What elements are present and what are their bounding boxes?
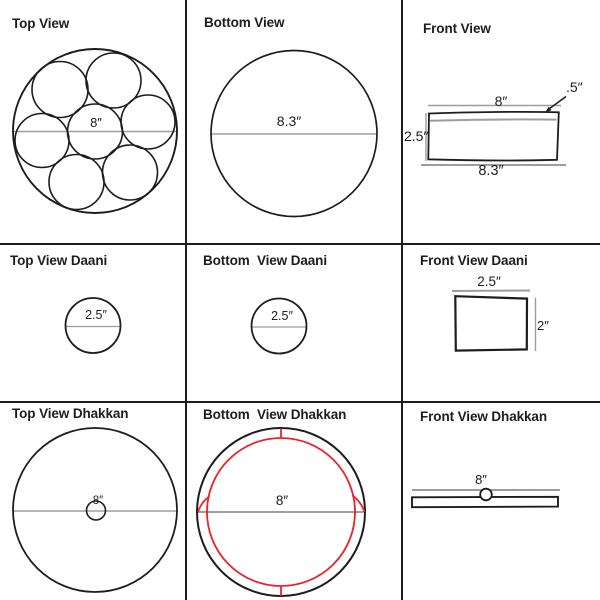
front-view-dhakkan-knob-circle xyxy=(480,489,492,501)
front-view-dhakkan-drawing xyxy=(412,489,560,508)
top-view-inner-circle-top-left xyxy=(32,62,88,118)
top-view-dhakkan-drawing xyxy=(13,428,177,592)
front-view-lip-leader-line xyxy=(549,97,566,110)
front-view-daani-body-outline xyxy=(455,296,527,350)
panel-title-bottom-view-dhakkan: Bottom View Dhakkan xyxy=(203,407,347,422)
front-view-lip-line xyxy=(430,119,557,120)
top-view-dhakkan-outer-circle xyxy=(13,428,177,592)
top-view-inner-circle-bottom-right xyxy=(103,145,158,200)
top-view-drawing xyxy=(13,49,177,213)
front-view-lip-label: .5″ xyxy=(566,79,583,95)
top-view-daani-drawing xyxy=(66,298,121,353)
panel-title-bottom-view-daani: Bottom View Daani xyxy=(203,253,327,268)
panel-title-top-view-daani: Top View Daani xyxy=(10,253,108,268)
panel-title-front-view-dhakkan: Front View Dhakkan xyxy=(420,409,547,424)
panel-title-front-view-daani: Front View Daani xyxy=(420,253,528,268)
top-view-daani-diameter-label: 2.5″ xyxy=(85,308,107,322)
top-view-dhakkan-diameter-label: 8″ xyxy=(92,495,104,507)
front-view-daani-top-dim-line xyxy=(452,291,530,292)
front-view-top-width-label: 8″ xyxy=(494,93,508,109)
bottom-view-diameter-label: 8.3″ xyxy=(276,113,302,129)
front-view-daani-height-label: 2″ xyxy=(537,318,549,333)
bottom-view-drawing xyxy=(211,51,377,217)
front-view-bottom-width-label: 8.3″ xyxy=(478,163,504,179)
top-view-inner-circle-top-right xyxy=(86,53,141,108)
bottom-view-daani-diameter-label: 2.5″ xyxy=(271,309,293,323)
front-view-dhakkan-width-label: 8″ xyxy=(475,472,487,487)
front-view-drawing xyxy=(421,97,566,166)
bottom-view-daani-drawing xyxy=(252,299,307,354)
front-view-daani-width-label: 2.5″ xyxy=(477,274,501,289)
bottom-view-dhakkan-diameter-label: 8″ xyxy=(275,493,289,508)
panel-title-front-view: Front View xyxy=(423,21,491,36)
bottom-view-dhakkan-drawing xyxy=(197,428,365,596)
bottom-view-daani-circle xyxy=(252,299,307,354)
front-view-daani-drawing xyxy=(452,291,536,352)
top-view-daani-circle xyxy=(66,298,121,353)
top-view-diameter-label: 8″ xyxy=(90,115,102,130)
panel-title-bottom-view: Bottom View xyxy=(204,15,285,30)
top-view-inner-circle-bottom-left xyxy=(49,155,104,210)
front-view-height-label: 2.5″ xyxy=(404,128,429,144)
panel-title-top-view-dhakkan: Top View Dhakkan xyxy=(12,406,129,421)
panel-title-top-view: Top View xyxy=(12,16,70,31)
